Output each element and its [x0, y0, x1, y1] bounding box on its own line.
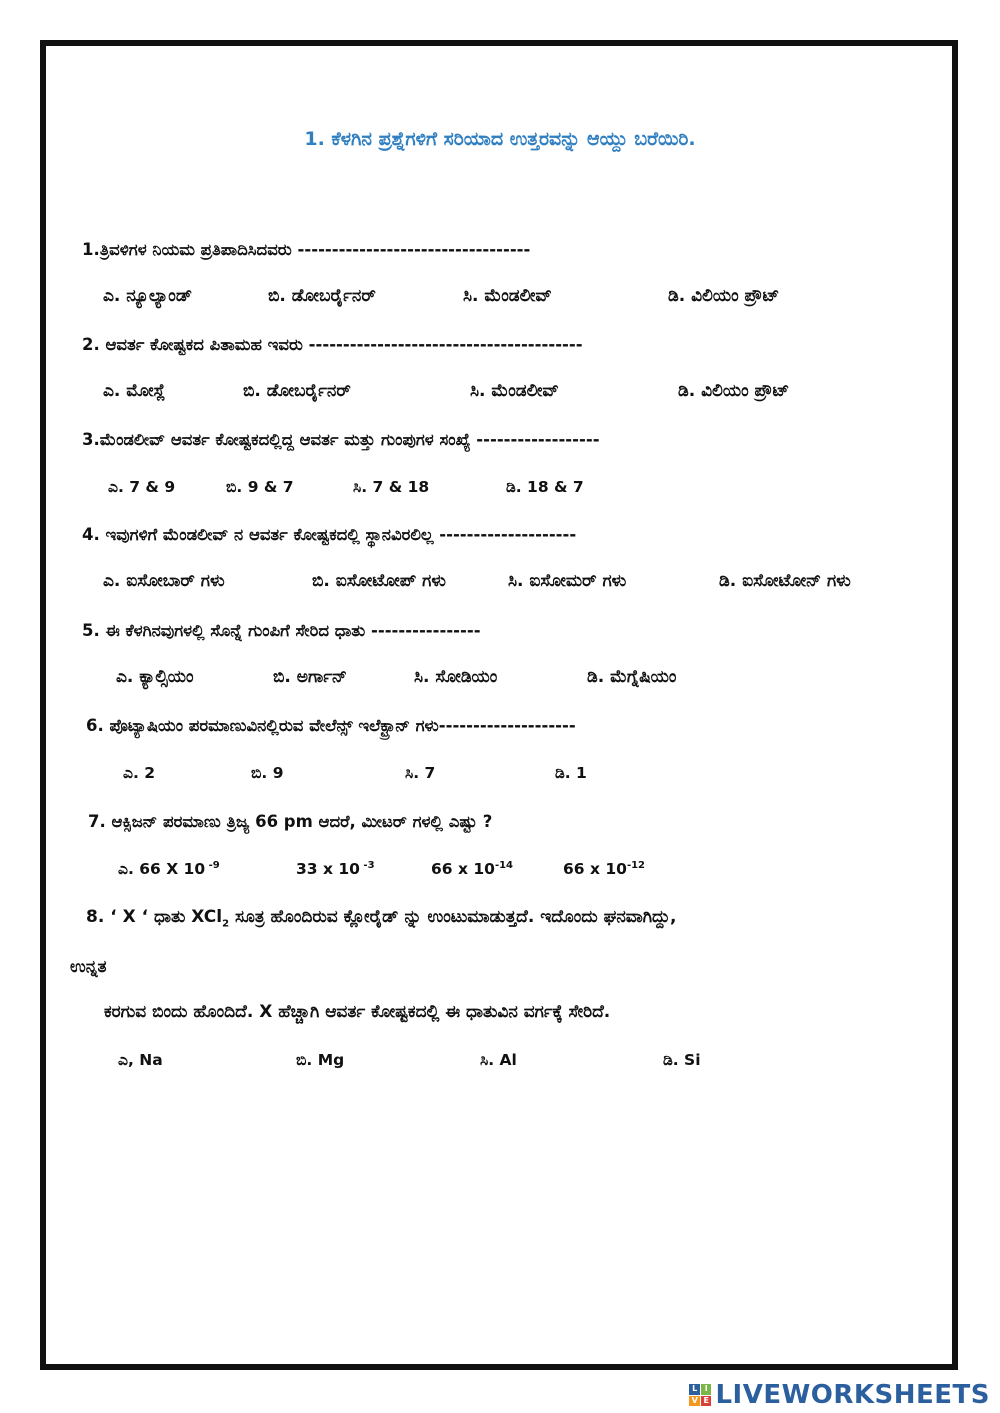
- q6-option-a[interactable]: ಎ. 2: [123, 764, 156, 782]
- q7-d-base: 66 x 10: [563, 860, 627, 879]
- q3-option-d[interactable]: ಡಿ. 18 & 7: [506, 478, 584, 496]
- q7-b-exponent: -3: [359, 860, 375, 871]
- q2-option-c[interactable]: ಸಿ. ಮೆಂಡಲೀವ್: [470, 381, 559, 401]
- liveworksheets-logo-icon: [689, 1384, 711, 1406]
- q3-option-b[interactable]: ಬಿ. 9 & 7: [226, 478, 294, 496]
- question-5: 5. ಈ ಕೆಳಗಿನವುಗಳಲ್ಲಿ ಸೊನ್ನೆ ಗುಂಪಿಗೆ ಸೇರಿದ ಧಾತು ----------------: [82, 621, 481, 640]
- q2-option-a[interactable]: ಎ. ಮೋಸ್ಲೆ: [103, 381, 166, 401]
- q8-option-c[interactable]: ಸಿ. Al: [480, 1051, 517, 1069]
- q8-prefix: 8. ‘ X ‘ ಧಾತು XCl: [86, 907, 223, 927]
- q2-option-b[interactable]: ಬಿ. ಡೋಬರ್ರೈನರ್: [243, 381, 351, 401]
- q7-a-base: ಎ. 66 X 10: [118, 860, 206, 879]
- q4-option-a[interactable]: ಎ. ಐಸೋಬಾರ್ ಗಳು: [103, 571, 225, 591]
- q7-c-exponent: -14: [494, 860, 514, 871]
- question-6: 6. ಪೊಟ್ಯಾಷಿಯಂ ಪರಮಾಣುವಿನಲ್ಲಿರುವ ವೇಲೆನ್ಸ್ ಇಲೆಕ್ಟ್ರಾನ್ ಗಳು--------------------: [86, 716, 576, 735]
- q1-option-d[interactable]: ಡಿ. ವಿಲಿಯಂ ಪ್ರೌಟ್: [668, 286, 780, 306]
- q8-subscript: 2: [222, 918, 230, 930]
- q8-option-d[interactable]: ಡಿ. Si: [663, 1051, 701, 1069]
- liveworksheets-footer: [689, 1381, 990, 1409]
- q1-option-a[interactable]: ಎ. ನ್ಯೂಲ್ಯಾಂಡ್: [103, 286, 193, 306]
- logo-letter-l: L: [689, 1384, 700, 1395]
- page-title: 1. ಕೆಳಗಿನ ಪ್ರಶ್ನೆಗಳಿಗೆ ಸರಿಯಾದ ಉತ್ತರವನ್ನು ಆಯ್ದು ಬರೆಯಿರಿ.: [304, 128, 696, 150]
- q1-option-c[interactable]: ಸಿ. ಮೆಂಡಲೀವ್: [463, 286, 552, 306]
- q8-option-a[interactable]: ಎ, Na: [118, 1051, 163, 1069]
- q1-option-b[interactable]: ಬಿ. ಡೋಬರ್ರೈನರ್: [268, 286, 376, 306]
- q5-option-a[interactable]: ಎ. ಕ್ಯಾಲ್ಸಿಯಂ: [116, 667, 194, 687]
- question-7: 7. ಆಕ್ಸಿಜನ್ ಪರಮಾಣು ತ್ರಿಜ್ಯ 66 pm ಆದರೆ, ಮೀಟರ್ ಗಳಲ್ಲಿ ಎಷ್ಟು ?: [88, 812, 493, 831]
- q8-option-b[interactable]: ಬಿ. Mg: [296, 1051, 345, 1069]
- q4-option-b[interactable]: ಬಿ. ಐಸೋಟೋಪ್ ಗಳು: [312, 571, 446, 591]
- question-8: [86, 907, 676, 929]
- q8-text: ಸೂತ್ರ ಹೊಂದಿರುವ ಕ್ಲೋರೈಡ್ ನ್ನು ಉಂಟುಮಾಡುತ್ತದೆ. ಇದೊಂದು ಘನವಾಗಿದ್ದು,: [229, 907, 677, 927]
- q7-c-base: 66 x 10: [431, 860, 495, 879]
- q6-option-b[interactable]: ಬಿ. 9: [251, 764, 284, 782]
- q5-option-b[interactable]: ಬಿ. ಅರ್ಗಾನ್: [273, 667, 347, 687]
- question-8-line-3: ಕರಗುವ ಬಿಂದು ಹೊಂದಿದೆ. X ಹೆಚ್ಚಾಗಿ ಆವರ್ತ ಕೋಷ್ಟಕದಲ್ಲಿ ಈ ಧಾತುವಿನ ವರ್ಗಕ್ಕೆ ಸೇರಿದೆ.: [104, 1002, 611, 1022]
- question-4: 4. ಇವುಗಳಿಗೆ ಮೆಂಡಲೀವ್ ನ ಆವರ್ತ ಕೋಷ್ಟಕದಲ್ಲಿ ಸ್ಥಾನವಿರಲಿಲ್ಲ --------------------: [82, 525, 577, 544]
- logo-letter-i: I: [701, 1384, 712, 1395]
- q7-a-exponent: -9: [205, 860, 220, 871]
- q2-option-d[interactable]: ಡಿ. ವಿಲಿಯಂ ಪ್ರೌಟ್: [678, 381, 790, 401]
- question-3: 3.ಮೆಂಡಲೀವ್ ಆವರ್ತ ಕೋಷ್ಟಕದಲ್ಲಿದ್ದ ಆವರ್ತ ಮತ್ತು ಗುಂಪುಗಳ ಸಂಖ್ಯೆ ------------------: [82, 430, 600, 449]
- q7-b-base: 33 x 10: [296, 860, 360, 879]
- q7-d-exponent: -12: [626, 860, 646, 871]
- q7-option-d[interactable]: [563, 860, 645, 878]
- logo-letter-v: V: [689, 1396, 700, 1407]
- q6-option-c[interactable]: ಸಿ. 7: [405, 764, 436, 782]
- q3-option-a[interactable]: ಎ. 7 & 9: [108, 478, 176, 496]
- q7-option-a[interactable]: [118, 860, 220, 879]
- q4-option-d[interactable]: ಡಿ. ಐಸೋಟೋನ್ ಗಳು: [719, 571, 851, 591]
- brand-name: LIVEWORKSHEETS: [715, 1380, 990, 1410]
- q6-option-d[interactable]: ಡಿ. 1: [555, 764, 587, 782]
- q5-option-c[interactable]: ಸಿ. ಸೋಡಿಯಂ: [414, 667, 498, 687]
- q4-option-c[interactable]: ಸಿ. ಐಸೋಮರ್ ಗಳು: [508, 571, 627, 591]
- q3-option-c[interactable]: ಸಿ. 7 & 18: [353, 478, 430, 496]
- q7-option-c[interactable]: [431, 860, 513, 878]
- q7-option-b[interactable]: [296, 860, 375, 878]
- question-8-line-2: ಉನ್ನತ: [70, 957, 107, 977]
- question-1: 1.ತ್ರಿವಳಿಗಳ ನಿಯಮ ಪ್ರತಿಪಾದಿಸಿದವರು ----------------------------------: [82, 240, 531, 259]
- logo-letter-e: E: [701, 1396, 712, 1407]
- question-2: 2. ಆವರ್ತ ಕೋಷ್ಟಕದ ಪಿತಾಮಹ ಇವರು ----------------------------------------: [82, 335, 583, 354]
- q5-option-d[interactable]: ಡಿ. ಮೆಗ್ನೆಷಿಯಂ: [587, 667, 677, 687]
